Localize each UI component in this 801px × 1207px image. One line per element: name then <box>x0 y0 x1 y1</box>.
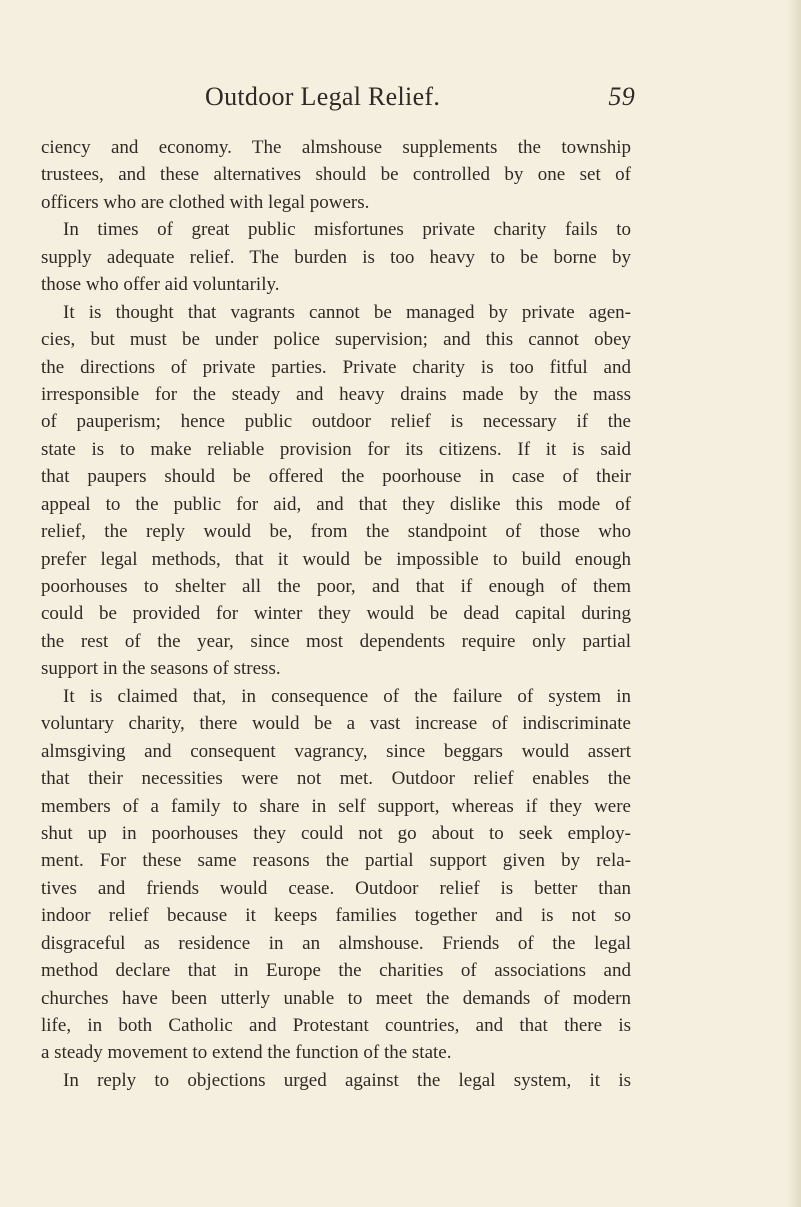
text-line: indoor relief because it keeps families together and is not so <box>41 905 631 927</box>
text-line: the rest of the year, since most dependents require only partial <box>41 630 631 652</box>
running-title: Outdoor Legal Relief. <box>205 82 441 111</box>
text-line: almsgiving and consequent vagrancy, since beggars would assert <box>41 740 631 762</box>
text-line: those who offer aid voluntarily. <box>41 274 280 296</box>
text-line: a steady movement to extend the function of the state. <box>41 1042 452 1064</box>
text-line: disgraceful as residence in an almshouse. Friends of the legal <box>41 932 631 954</box>
text-line: that their necessities were not met. Outdoor relief enables the <box>41 768 631 790</box>
text-line: could be provided for winter they would be dead capital during <box>41 603 631 625</box>
running-head <box>205 82 635 118</box>
text-line: life, in both Catholic and Protestant countries, and that there is <box>41 1015 631 1036</box>
text-line: In reply to objections urged against the legal system, it is <box>63 1069 631 1091</box>
text-line: officers who are clothed with legal powers. <box>41 191 370 213</box>
text-line: It is claimed that, in consequence of the failure of system in <box>63 685 631 707</box>
text-line: members of a family to share in self support, whereas if they were <box>41 795 631 817</box>
text-line: voluntary charity, there would be a vast increase of indiscriminate <box>41 713 631 735</box>
text-line: support in the seasons of stress. <box>41 658 281 680</box>
text-line: It is thought that vagrants cannot be managed by private agen- <box>63 301 631 323</box>
text-line: poorhouses to shelter all the poor, and that if enough of them <box>41 576 631 597</box>
text-line: supply adequate relief. The burden is too heavy to be borne by <box>41 246 631 268</box>
text-line: cies, but must be under police supervision; and this cannot obey <box>41 329 631 351</box>
page-edge-shadow <box>787 0 801 1207</box>
text-line: ciency and economy. The almshouse supplements the township <box>41 137 631 158</box>
text-line: of pauperism; hence public outdoor relief is necessary if the <box>41 411 631 433</box>
text-line: relief, the reply would be, from the standpoint of those who <box>41 521 631 543</box>
text-line: shut up in poorhouses they could not go about to seek employ- <box>41 822 631 844</box>
text-line: appeal to the public for aid, and that they dislike this mode of <box>41 493 631 515</box>
text-line: the directions of private parties. Private charity is too fitful and <box>41 356 631 378</box>
text-line: prefer legal methods, that it would be impossible to build enough <box>41 548 631 570</box>
text-line: In times of great public misfortunes private charity fails to <box>63 219 631 241</box>
text-line: state is to make reliable provision for its citizens. If it is said <box>41 438 631 460</box>
text-line: trustees, and these alternatives should be controlled by one set of <box>41 164 631 186</box>
body-text <box>41 134 631 1094</box>
page-number: 59 <box>608 82 635 111</box>
text-line: tives and friends would cease. Outdoor relief is better than <box>41 877 631 899</box>
text-line: ment. For these same reasons the partial support given by rela- <box>41 850 631 872</box>
text-line: that paupers should be offered the poorhouse in case of their <box>41 466 631 488</box>
text-line: method declare that in Europe the charities of associations and <box>41 960 631 982</box>
text-line: irresponsible for the steady and heavy drains made by the mass <box>41 383 631 405</box>
text-line: churches have been utterly unable to meet the demands of modern <box>41 987 631 1009</box>
